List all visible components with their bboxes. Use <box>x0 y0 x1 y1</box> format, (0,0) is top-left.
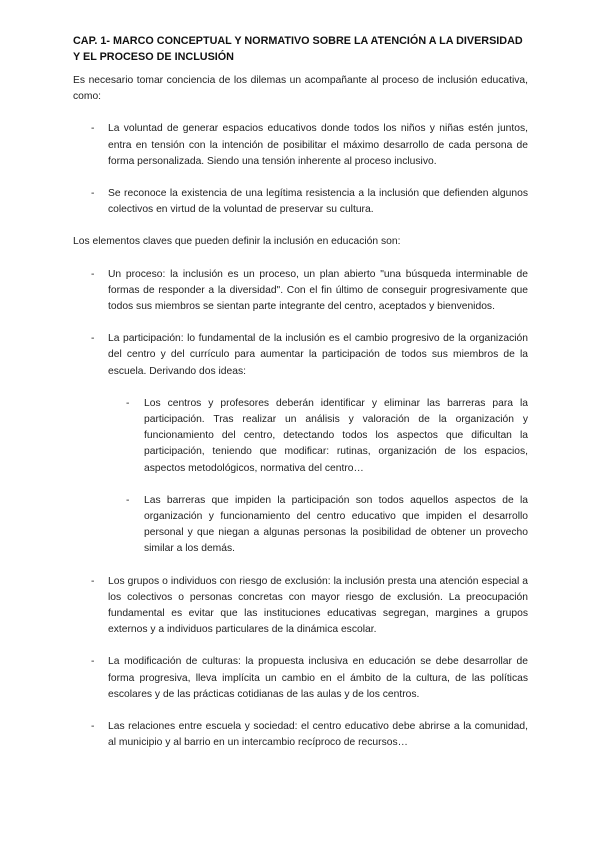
bullet-dash: - <box>91 123 95 135</box>
elements-list-continued <box>73 574 528 752</box>
list-item <box>73 267 528 316</box>
list-item <box>73 186 528 218</box>
list-item-text: La voluntad de generar espacios educativos donde todos los niños y niñas estén juntos, entra en tensión con la intención de posibilitar el máximo desarrollo de cada persona de forma personalizada. Siendo una tensión inherente al proceso inclusivo. <box>108 123 528 167</box>
participation-ideas-list <box>73 396 528 558</box>
sub-list-item-text: Las barreras que impiden la participación son todos aquellos aspectos de la organización y funcionamiento del centro educativo que impiden el desarrollo personal y que niegan a algunas personas la posibilidad de obtener un provecho similar a los demás. <box>144 494 528 555</box>
list-item-text: La modificación de culturas: la propuesta inclusiva en educación se debe desarrollar de forma progresiva, lleva implícita un cambio en el ámbito de la cultura, de las políticas escolares y de las prácticas cotidianas de las aulas y de los centros. <box>108 656 528 700</box>
list-item-text: La participación: lo fundamental de la inclusión es el cambio progresivo de la organización del centro y del currículo para aumentar la participación de todos sus miembros de la escuela. Derivando dos ideas: <box>108 333 528 377</box>
list-item-text: Los grupos o individuos con riesgo de exclusión: la inclusión presta una atención especial a los colectivos o personas concretas con mayor riesgo de exclusión. La preocupación fundamental es evitar que las instituciones educativas segregan, margines a grupos externos y a individuos particulares de la dinámica escolar. <box>108 575 528 636</box>
list-item-text: Un proceso: la inclusión es un proceso, un plan abierto "una búsqueda interminable de formas de responder a la diversidad". Con el fin último de conseguir progresivamente que todos sus miembros se sientan parte integrante del centro, aceptados y bienvenidos. <box>108 268 528 313</box>
list-item-text: Se reconoce la existencia de una legítima resistencia a la inclusión que defienden algunos colectivos en virtud de la voluntad de preservar su cultura. <box>108 188 528 216</box>
bullet-dash: - <box>91 268 95 280</box>
bullet-dash: - <box>126 397 130 409</box>
bullet-dash: - <box>91 721 95 733</box>
list-item <box>73 654 528 703</box>
elements-list <box>73 267 528 380</box>
list-item-text: Las relaciones entre escuela y sociedad: el centro educativo debe abrirse a la comunidad, al municipio y al barrio en un intercambio recíproco de recursos… <box>108 721 528 749</box>
bullet-dash: - <box>91 333 95 345</box>
chapter-title: CAP. 1- MARCO CONCEPTUAL Y NORMATIVO SOBRE LA ATENCIÓN A LA DIVERSIDAD Y EL PROCESO DE INCLUSIÓN <box>73 35 523 63</box>
document-page <box>73 34 528 752</box>
list-item <box>73 719 528 751</box>
list-item <box>73 574 528 639</box>
sub-list-item <box>73 396 528 477</box>
sub-list-item-text: Los centros y profesores deberán identificar y eliminar las barreras para la participación. Tras realizar un análisis y valoración de la organización y funcionamiento del centro, detectando todos los aspectos que dificultan la participación, teniendo que modificar: rutinas, organización de los espacios, aspectos metodológicos, normativa del centro… <box>144 397 528 474</box>
list-item <box>73 331 528 380</box>
sub-list-item <box>73 493 528 558</box>
list-item <box>73 121 528 170</box>
bullet-dash: - <box>91 656 95 668</box>
intro-paragraph: Es necesario tomar conciencia de los dilemas un acompañante al proceso de inclusión educativa, como: <box>73 75 528 103</box>
dilemmas-list <box>73 121 528 218</box>
bullet-dash: - <box>91 188 95 200</box>
bullet-dash: - <box>91 575 95 587</box>
bullet-dash: - <box>126 494 130 506</box>
elements-intro-paragraph: Los elementos claves que pueden definir la inclusión en educación son: <box>73 236 401 248</box>
